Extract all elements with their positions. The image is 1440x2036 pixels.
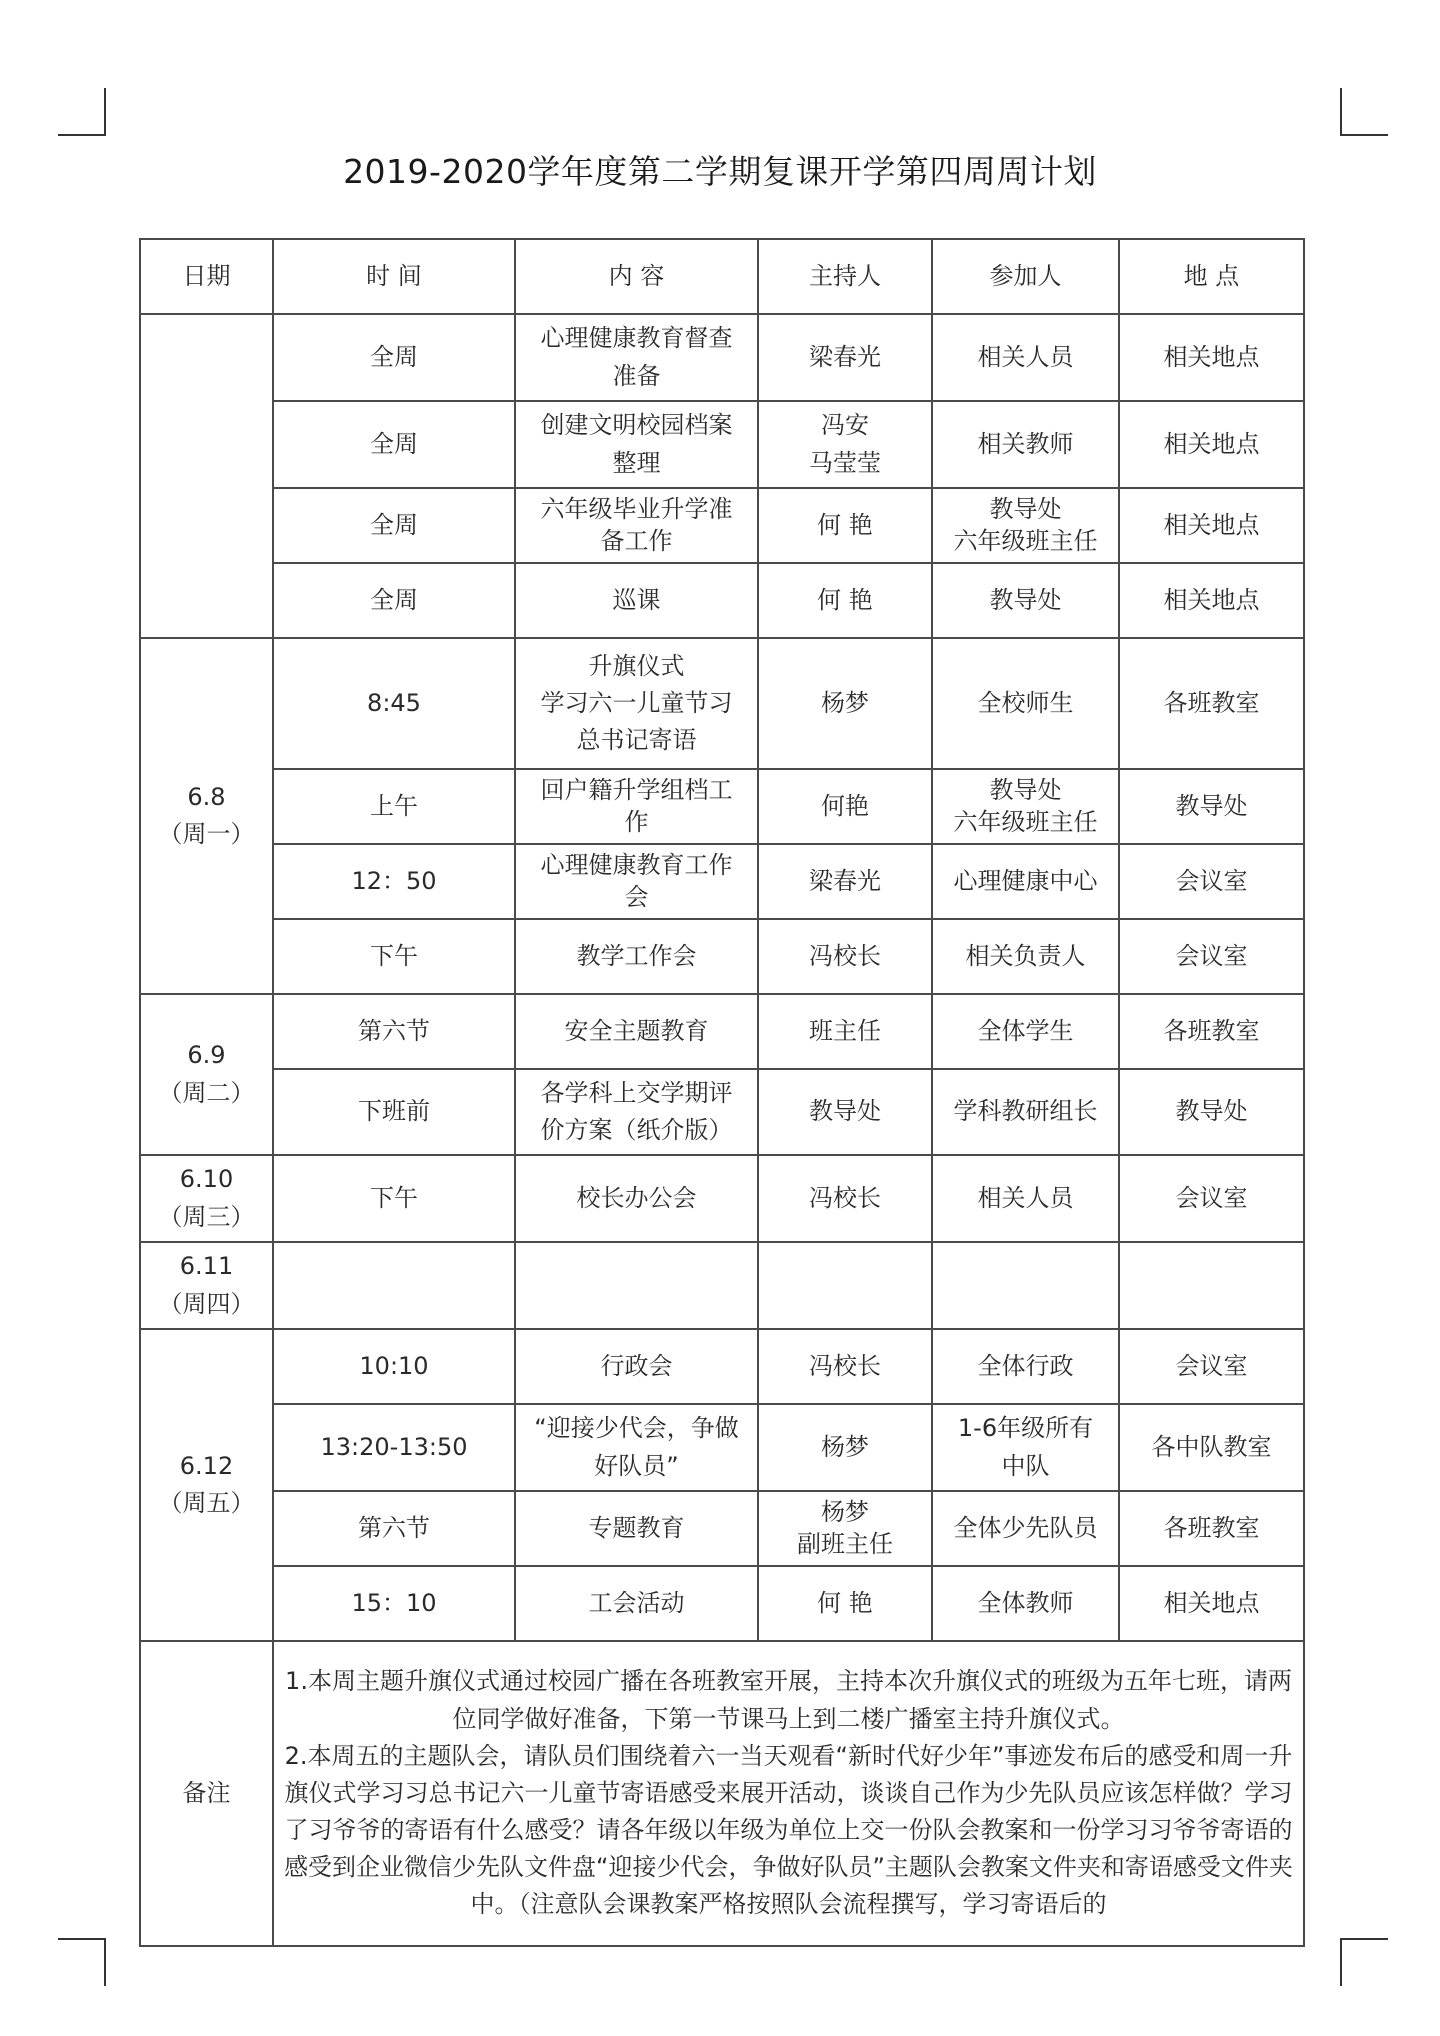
crop-mark-bottom-right xyxy=(1340,1938,1388,1986)
participants-cell: 全体教师 xyxy=(932,1566,1119,1641)
host-cell: 何 艳 xyxy=(758,488,932,563)
content-cell: 升旗仪式 学习六一儿童节习 总书记寄语 xyxy=(515,638,758,769)
participants-cell: 全体学生 xyxy=(932,994,1119,1069)
host-cell: 班主任 xyxy=(758,994,932,1069)
table-row xyxy=(140,844,1304,919)
location-cell: 相关地点 xyxy=(1119,1566,1304,1641)
location-cell: 各班教室 xyxy=(1119,638,1304,769)
content-cell: 各学科上交学期评 价方案（纸介版） xyxy=(515,1069,758,1155)
host-cell: 冯安 马莹莹 xyxy=(758,401,932,488)
weekly-plan-table xyxy=(139,238,1305,1947)
content-cell: 六年级毕业升学准 备工作 xyxy=(515,488,758,563)
notes-text: 1.本周主题升旗仪式通过校园广播在各班教室开展，主持本次升旗仪式的班级为五年七班，请两位同学做好准备，下第一节课马上到二楼广播室主持升旗仪式。 2.本周五的主题队会，请队员们围绕着六一当天观看“新时代好少年”事迹发布后的感受和周一升旗仪式学习习总书记六一儿童节寄语感受来展开活动，谈谈自己作为少先队员应该怎样做？学习了习爷爷的寄语有什么感受？请各年级以年级为单位上交一份队会教案和一份学习习爷爷寄语的感受到企业微信少先队文件盘“迎接少代会，争做好队员”主题队会教案文件夹和寄语感受文件夹中。（注意队会课教案严格按照队会流程撰写，学习寄语后的 xyxy=(273,1641,1304,1946)
table-header-row xyxy=(140,239,1304,314)
participants-cell: 相关教师 xyxy=(932,401,1119,488)
content-cell: 行政会 xyxy=(515,1329,758,1404)
page-title: 2019-2020学年度第二学期复课开学第四周周计划 xyxy=(343,152,1097,191)
content-cell: 心理健康教育工作 会 xyxy=(515,844,758,919)
participants-cell: 教导处 六年级班主任 xyxy=(932,488,1119,563)
location-cell: 相关地点 xyxy=(1119,401,1304,488)
time-cell: 下午 xyxy=(273,1155,515,1242)
location-cell: 会议室 xyxy=(1119,1329,1304,1404)
content-cell: 校长办公会 xyxy=(515,1155,758,1242)
location-cell xyxy=(1119,1242,1304,1329)
host-cell: 冯校长 xyxy=(758,1155,932,1242)
host-cell: 冯校长 xyxy=(758,1329,932,1404)
content-cell xyxy=(515,1242,758,1329)
crop-mark-bottom-left xyxy=(58,1938,106,1986)
time-cell: 全周 xyxy=(273,563,515,638)
host-cell: 杨梦 副班主任 xyxy=(758,1491,932,1566)
participants-cell: 学科教研组长 xyxy=(932,1069,1119,1155)
time-cell: 全周 xyxy=(273,314,515,401)
table-row xyxy=(140,1155,1304,1242)
content-cell: 安全主题教育 xyxy=(515,994,758,1069)
location-cell: 相关地点 xyxy=(1119,488,1304,563)
content-cell: 专题教育 xyxy=(515,1491,758,1566)
time-cell: 第六节 xyxy=(273,994,515,1069)
table-row xyxy=(140,919,1304,994)
content-cell: 心理健康教育督查 准备 xyxy=(515,314,758,401)
host-cell: 冯校长 xyxy=(758,919,932,994)
location-cell: 各班教室 xyxy=(1119,994,1304,1069)
header-participants: 参加人 xyxy=(932,239,1119,314)
participants-cell: 相关负责人 xyxy=(932,919,1119,994)
header-host: 主持人 xyxy=(758,239,932,314)
participants-cell: 全体行政 xyxy=(932,1329,1119,1404)
location-cell: 教导处 xyxy=(1119,1069,1304,1155)
location-cell: 各中队教室 xyxy=(1119,1404,1304,1491)
participants-cell: 相关人员 xyxy=(932,1155,1119,1242)
host-cell: 梁春光 xyxy=(758,314,932,401)
time-cell xyxy=(273,1242,515,1329)
location-cell: 会议室 xyxy=(1119,844,1304,919)
time-cell: 13:20-13:50 xyxy=(273,1404,515,1491)
content-cell: “迎接少代会，争做 好队员” xyxy=(515,1404,758,1491)
date-cell: 6.9 （周二） xyxy=(140,994,273,1155)
table-row xyxy=(140,488,1304,563)
location-cell: 各班教室 xyxy=(1119,1491,1304,1566)
host-cell: 何 艳 xyxy=(758,1566,932,1641)
time-cell: 全周 xyxy=(273,401,515,488)
crop-mark-top-left xyxy=(58,88,106,136)
participants-cell: 1-6年级所有 中队 xyxy=(932,1404,1119,1491)
header-date: 日期 xyxy=(140,239,273,314)
table-row xyxy=(140,994,1304,1069)
participants-cell: 相关人员 xyxy=(932,314,1119,401)
date-cell: 6.12 （周五） xyxy=(140,1329,273,1641)
time-cell: 12：50 xyxy=(273,844,515,919)
content-cell: 创建文明校园档案 整理 xyxy=(515,401,758,488)
host-cell: 何艳 xyxy=(758,769,932,844)
time-cell: 15：10 xyxy=(273,1566,515,1641)
header-content: 内 容 xyxy=(515,239,758,314)
participants-cell: 心理健康中心 xyxy=(932,844,1119,919)
time-cell: 上午 xyxy=(273,769,515,844)
time-cell: 8:45 xyxy=(273,638,515,769)
table-row xyxy=(140,1069,1304,1155)
time-cell: 全周 xyxy=(273,488,515,563)
location-cell: 相关地点 xyxy=(1119,314,1304,401)
host-cell: 梁春光 xyxy=(758,844,932,919)
table-row xyxy=(140,638,1304,769)
date-cell: 6.10 （周三） xyxy=(140,1155,273,1242)
time-cell: 下班前 xyxy=(273,1069,515,1155)
table-row xyxy=(140,1329,1304,1404)
location-cell: 会议室 xyxy=(1119,1155,1304,1242)
host-cell: 杨梦 xyxy=(758,638,932,769)
table-row xyxy=(140,1491,1304,1566)
participants-cell: 全校师生 xyxy=(932,638,1119,769)
host-cell xyxy=(758,1242,932,1329)
participants-cell: 教导处 xyxy=(932,563,1119,638)
time-cell: 第六节 xyxy=(273,1491,515,1566)
notes-row xyxy=(140,1641,1304,1946)
table-row xyxy=(140,769,1304,844)
content-cell: 工会活动 xyxy=(515,1566,758,1641)
crop-mark-top-right xyxy=(1340,88,1388,136)
header-time: 时 间 xyxy=(273,239,515,314)
table-row xyxy=(140,1566,1304,1641)
content-cell: 巡课 xyxy=(515,563,758,638)
host-cell: 何 艳 xyxy=(758,563,932,638)
host-cell: 教导处 xyxy=(758,1069,932,1155)
time-cell: 下午 xyxy=(273,919,515,994)
table-row xyxy=(140,563,1304,638)
participants-cell: 全体少先队员 xyxy=(932,1491,1119,1566)
host-cell: 杨梦 xyxy=(758,1404,932,1491)
participants-cell: 教导处 六年级班主任 xyxy=(932,769,1119,844)
table-row xyxy=(140,1242,1304,1329)
content-cell: 教学工作会 xyxy=(515,919,758,994)
content-cell: 回户籍升学组档工 作 xyxy=(515,769,758,844)
table-row xyxy=(140,1404,1304,1491)
date-cell xyxy=(140,314,273,638)
participants-cell xyxy=(932,1242,1119,1329)
location-cell: 会议室 xyxy=(1119,919,1304,994)
header-location: 地 点 xyxy=(1119,239,1304,314)
date-cell: 6.8 （周一） xyxy=(140,638,273,994)
location-cell: 相关地点 xyxy=(1119,563,1304,638)
table-row xyxy=(140,401,1304,488)
location-cell: 教导处 xyxy=(1119,769,1304,844)
time-cell: 10:10 xyxy=(273,1329,515,1404)
date-cell: 6.11 （周四） xyxy=(140,1242,273,1329)
table-row xyxy=(140,314,1304,401)
notes-label: 备注 xyxy=(140,1641,273,1946)
